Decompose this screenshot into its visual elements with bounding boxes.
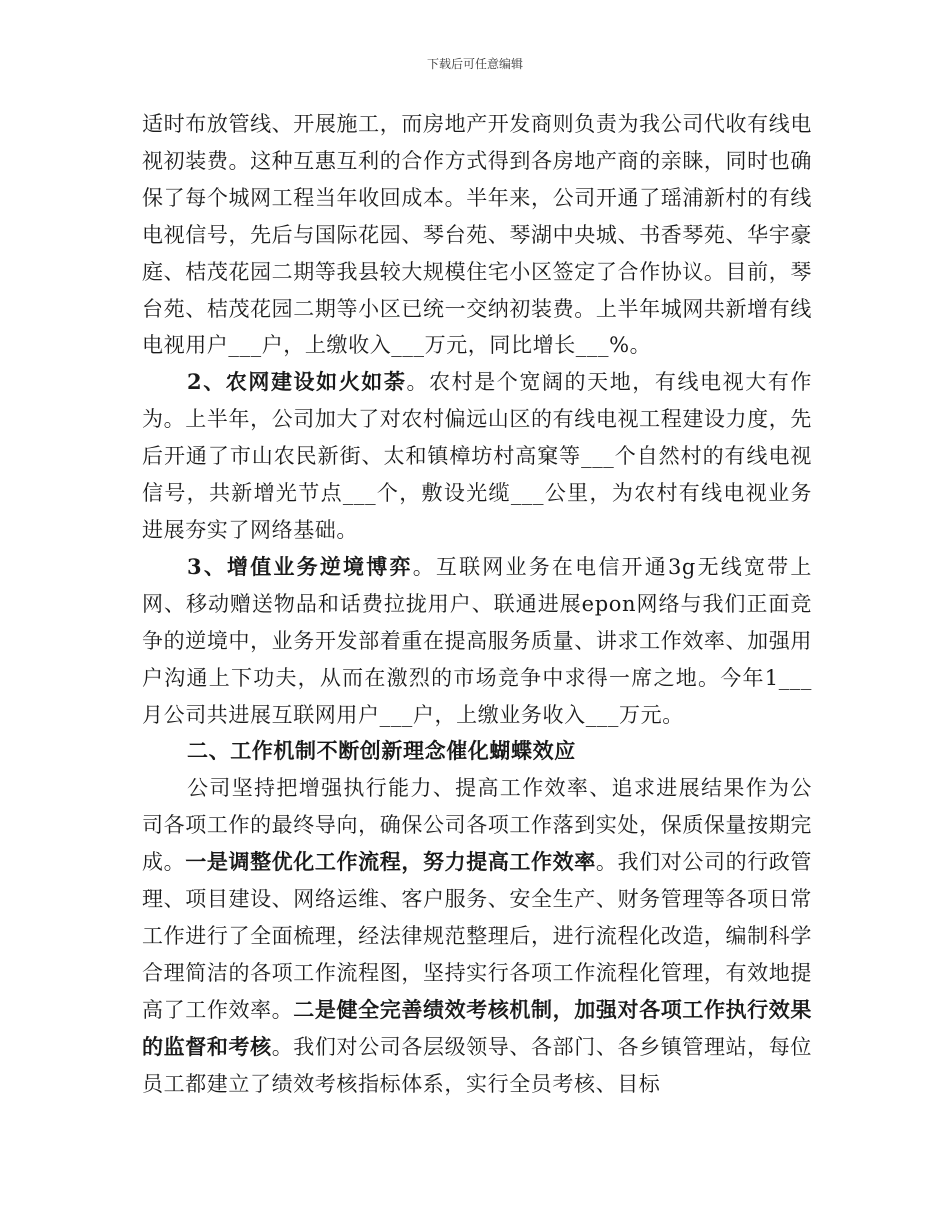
paragraph-text: 适时布放管线、开展施工，而房地产开发商则负责为我公司代收有线电视初装费。这种互惠互利的合作方式得到各房地产商的亲睐，同时也确保了每个城网工程当年收回成本。半年来，公司开通了瑶浦新村的有线电视信号，先后与国际花园、琴台苑、琴湖中央城、书香琴苑、华宇豪庭、桔茂花园二期等我县较大规模住宅小区签定了合作协议。目前，琴台苑、桔茂花园二期等小区已统一交纳初装费。上半年城网共新增有线电视用户___户，上缴收入___万元，同比增长___%。 bbox=[142, 112, 812, 358]
paragraph-text: 。我们对公司各层级领导、各部门、各乡镇管理站，每位员工都建立了绩效考核指标体系，实行全员考核、目标 bbox=[142, 1034, 812, 1096]
section-heading-value-added: 3、增值业务逆境博弈 bbox=[187, 553, 413, 579]
paragraph-text: 。农村是个宽阔的天地，有线电视大有作为。上半年，公司加大了对农村偏远山区的有线电视工程建设力度，先后开通了市山农民新街、太和镇樟坊村高窠等___个自然村的有线电视信号，共新增光节点___个，敷设光缆___公里，为农村有线电视业务进展夯实了网络基础。 bbox=[142, 370, 812, 542]
section-heading-rural-network: 2、农网建设如火如荼 bbox=[187, 369, 407, 395]
page-header: 下载后可任意编辑 bbox=[426, 57, 523, 71]
paragraph-city-network bbox=[142, 106, 812, 364]
heading-text: 二、工作机制不断创新理念催化蝴蝶效应 bbox=[187, 738, 576, 764]
section-heading-work-mechanism bbox=[142, 733, 812, 770]
emphasis-point-two: 二是健全完善绩效考核机制，加强对各项工作执行效果的监督和考核 bbox=[142, 996, 812, 1059]
paragraph-rural-network bbox=[142, 364, 812, 549]
paragraph-text: 。我们对公司的行政管理、项目建设、网络运维、客户服务、安全生产、财务管理等各项日常工作进行了全面梳理，经法律规范整理后，进行流程化改造，编制科学合理简洁的各项工作流程图，坚持实行各项工作流程化管理，有效地提高了工作效率。 bbox=[142, 850, 813, 1022]
document-body bbox=[142, 106, 812, 1102]
paragraph-text: 。互联网业务在电信开通3g无线宽带上网、移动赠送物品和话费拉拢用户、联通进展epon网络与我们正面竞争的逆境中，业务开发部着重在提高服务质量、讲求工作效率、加强用户沟通上下功夫，从而在激烈的市场竞争中求得一席之地。今年1___月公司共进展互联网用户___户，上缴业务收入___万元。 bbox=[142, 554, 812, 727]
emphasis-point-one: 一是调整优化工作流程，努力提高工作效率 bbox=[185, 849, 596, 875]
paragraph-value-added bbox=[142, 549, 812, 734]
paragraph-work-mechanism bbox=[142, 770, 812, 1102]
paragraph-text: 公司坚持把增强执行能力、提高工作效率、追求进展结果作为公司各项工作的最终导向，确保公司各项工作落到实处，保质保量按期完成。 bbox=[142, 776, 812, 875]
